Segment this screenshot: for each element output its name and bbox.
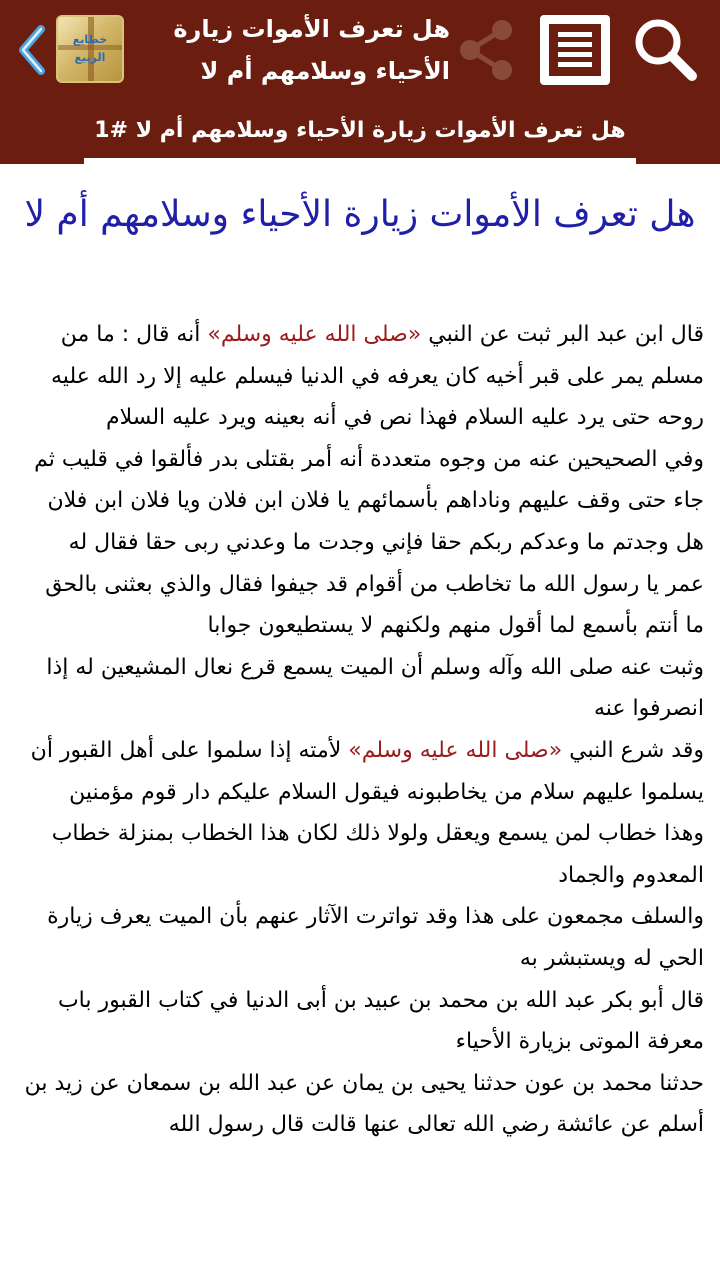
honorific-text: «صلى الله عليه وسلم» xyxy=(207,322,422,347)
chevron-left-icon xyxy=(17,25,47,75)
article-paragraph xyxy=(24,314,704,439)
app-bar xyxy=(0,0,720,104)
paragraph-text: وقد شرع النبي xyxy=(562,737,704,763)
article-title: هل تعرف الأموات زيارة الأحياء وسلامهم أم لا xyxy=(24,194,696,235)
article-paragraph: وثبت عنه صلى الله وآله وسلم أن الميت يسمع قرع نعال المشيعين له إذا انصرفوا عنه xyxy=(46,654,704,722)
share-icon xyxy=(456,18,518,82)
app-logo[interactable] xyxy=(56,15,124,83)
menu-list-icon xyxy=(549,24,601,76)
search-button[interactable] xyxy=(630,14,702,86)
article-paragraph: حدثنا محمد بن عون حدثنا يحيى بن يمان عن عبد الله بن سمعان عن زيد بن أسلم عن عائشة رضي الله تعالى عنها قالت قال رسول الله xyxy=(24,1070,704,1138)
share-button[interactable] xyxy=(456,18,518,82)
article-paragraph: قال أبو بكر عبد الله بن محمد بن عبيد بن أبى الدنيا في كتاب القبور باب معرفة الموتى بزيارة الأحياء xyxy=(57,987,704,1055)
paragraph-text: قال ابن عبد البر ثبت عن النبي xyxy=(421,322,704,347)
paragraph-text: أنه قال : ما من مسلم يمر على قبر أخيه كان يعرفه في الدنيا فيسلم عليه إلا رد الله عليه روحه حتى يرد عليه السلام فهذا نص في أنه بعينه ويرد عليه السلام xyxy=(51,322,704,431)
search-icon xyxy=(630,14,702,86)
article-paragraph xyxy=(24,730,704,896)
chapter-subtitle: هل تعرف الأموات زيارة الأحياء وسلامهم أم لا #1 xyxy=(94,118,626,143)
app-logo-text: خطايع الربيع xyxy=(72,33,108,64)
article-paragraph: والسلف مجمعون على هذا وقد تواترت الآثار عنهم بأن الميت يعرف زيارة الحي له ويستبشر به xyxy=(47,904,704,971)
subtitle-bar xyxy=(0,104,720,164)
menu-button[interactable] xyxy=(540,15,610,85)
back-button[interactable] xyxy=(12,22,52,78)
article-content[interactable] xyxy=(0,164,720,1280)
article-body xyxy=(24,314,704,1146)
article-paragraph: وفي الصحيحين عنه من وجوه متعددة أنه أمر بقتلى بدر فألقوا في قليب ثم جاء حتى وقف عليهم وناداهم بأسمائهم يا فلان ابن فلان ويا فلان ابن فلان هل وجدتم ما وعدكم ربكم حقا فإني وجدت ما وعدني ربى حقا فقال له عمر يا رسول الله ما تخاطب من أقوام قد جيفوا فقال والذي بعثنى بالحق ما أنتم بأسمع لما أقول منهم ولكنهم لا يستطيعون جوابا xyxy=(34,446,704,639)
app-bar-title: هل تعرف الأموات زيارة الأحياء وسلامهم أم لا xyxy=(173,15,450,85)
honorific-text: «صلى الله عليه وسلم» xyxy=(348,737,563,763)
paragraph-text: لأمته إذا سلموا على أهل القبور أن يسلموا عليهم سلام من يخاطبونه فيقول السلام عليكم دار قوم مؤمنين وهذا خطاب لمن يسمع ويعقل ولولا ذلك لكان هذا الخطاب بمنزلة خطاب المعدوم والجماد xyxy=(30,737,704,888)
